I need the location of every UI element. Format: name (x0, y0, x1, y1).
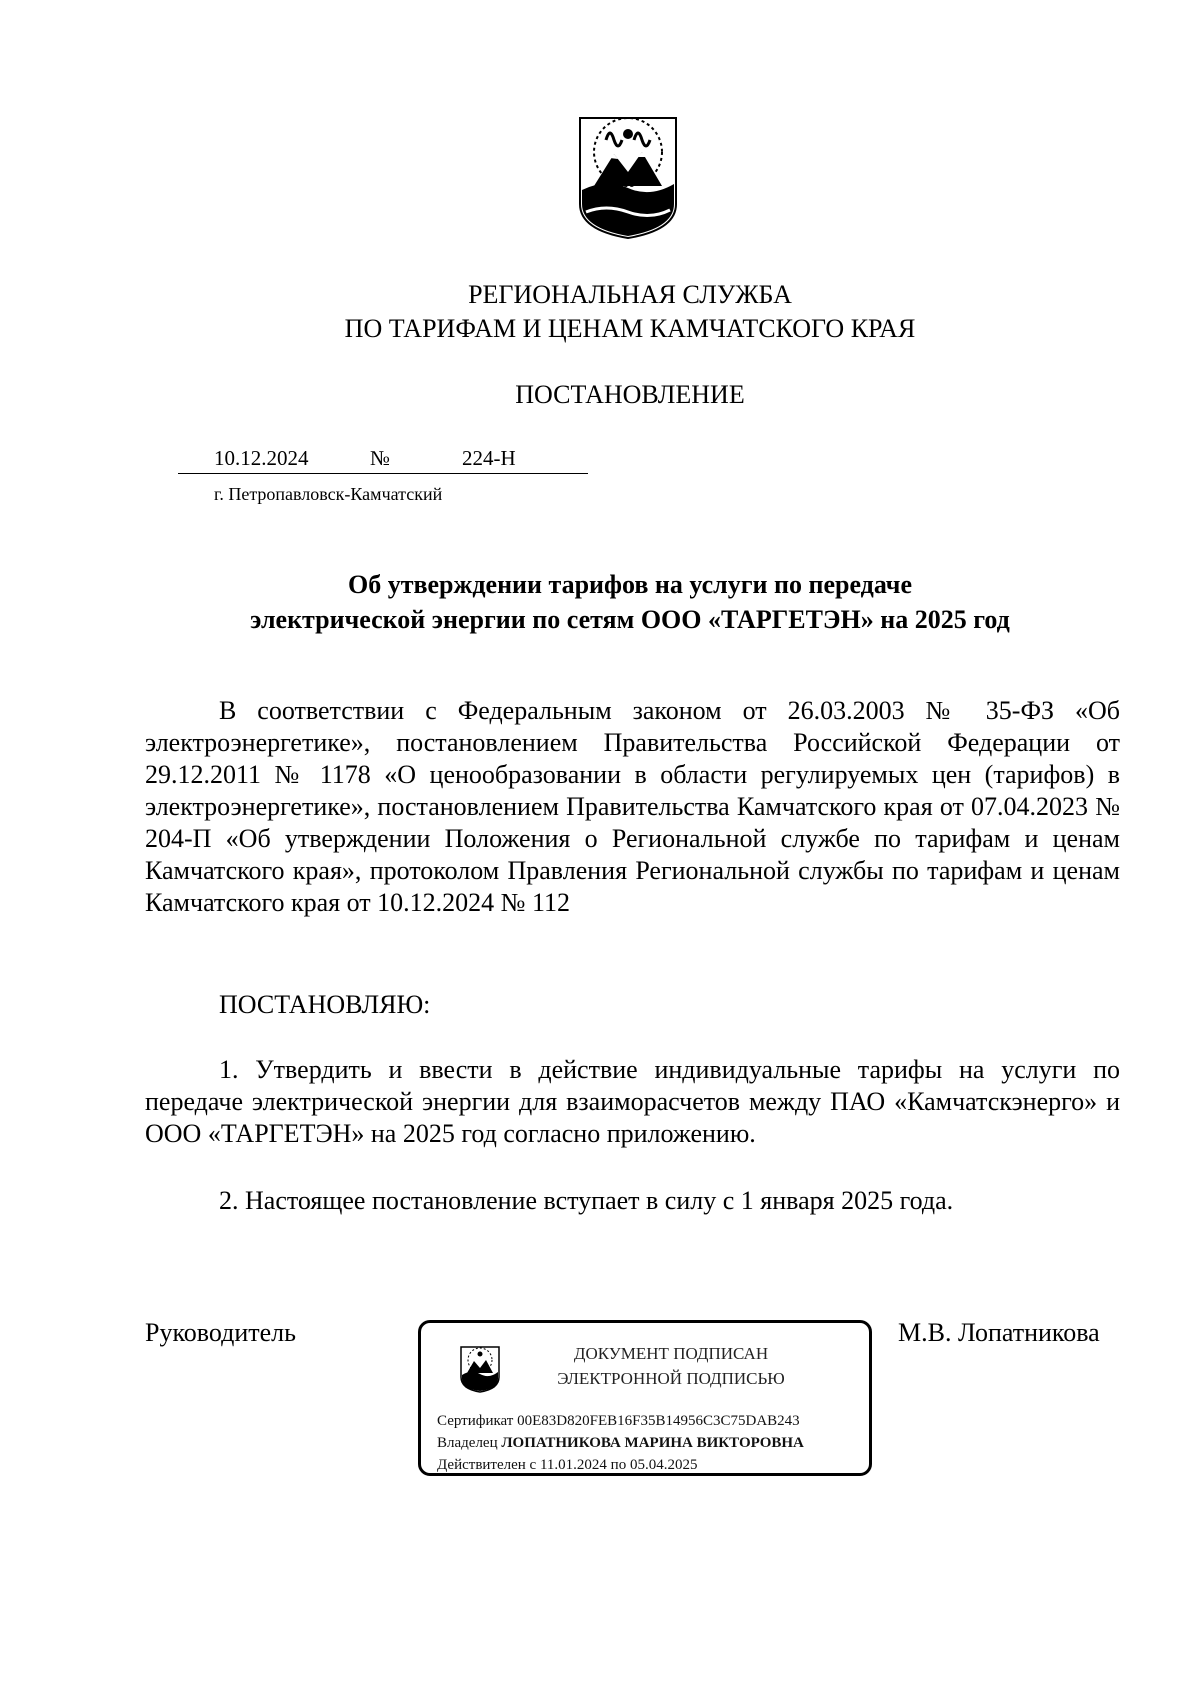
date-number-underline (178, 473, 588, 474)
document-type: ПОСТАНОВЛЕНИЕ (515, 380, 745, 409)
preamble-paragraph: В соответствии с Федеральным законом от 26.03.2003 № 35-ФЗ «Об электроэнергетике», постановлением Правительства Российской Федерации от 29.12.2011 № 1178 «О ценообразовании в области регулируемых цен (тарифов) в электроэнергетике», постановлением Правительства Камчатского края от 07.04.2023 № 204-П «Об утверждении Положения о Региональной службе по тарифам и ценам Камчатского края», протоколом Правления Региональной службы по тарифам и ценам Камчатского края от 10.12.2024 № 112 (145, 696, 1120, 917)
coat-of-arms-icon (576, 112, 680, 242)
stamp-emblem-icon (459, 1345, 501, 1393)
stamp-validity (437, 1457, 697, 1474)
organization-name (0, 278, 1200, 346)
owner-label: Владелец (437, 1435, 498, 1451)
item-1-paragraph: 1. Утвердить и ввести в действие индивидуальные тарифы на услуги по передаче электрической энергии для взаиморасчетов между ПАО «Камчатскэнерго» и ООО «ТАРГЕТЭН» на 2025 год согласно приложению. (145, 1055, 1120, 1148)
stamp-heading-line-2: ЭЛЕКТРОННОЙ ПОДПИСЬЮ (557, 1369, 785, 1388)
document-city: г. Петропавловск-Камчатский (214, 484, 443, 504)
document-number: 224-Н (462, 446, 516, 470)
signer-name: М.В. Лопатникова (898, 1318, 1100, 1347)
certificate-value: 00E83D820FEB16F35B14956C3C75DAB243 (517, 1413, 800, 1429)
title-line-1: Об утверждении тарифов на услуги по передаче (347, 570, 912, 599)
owner-value: ЛОПАТНИКОВА МАРИНА ВИКТОРОВНА (501, 1435, 804, 1451)
document-title (0, 567, 1200, 637)
stamp-heading-line-1: ДОКУМЕНТ ПОДПИСАН (573, 1344, 769, 1363)
valid-from: 11.01.2024 (539, 1457, 607, 1473)
title-line-2: электрической энергии по сетям ООО «ТАРГЕТЭН» на 2025 год (250, 605, 1010, 634)
certificate-label: Сертификат (437, 1413, 514, 1429)
org-line-1: РЕГИОНАЛЬНАЯ СЛУЖБА (468, 280, 792, 309)
valid-to-label: по (610, 1457, 627, 1473)
number-sign: № (370, 446, 391, 470)
valid-to: 05.04.2025 (629, 1457, 698, 1473)
electronic-signature-stamp (418, 1320, 872, 1476)
stamp-certificate (437, 1413, 800, 1430)
stamp-owner (437, 1435, 804, 1452)
stamp-heading (531, 1341, 811, 1391)
valid-label: Действителен с (437, 1457, 537, 1473)
item-2-paragraph: 2. Настоящее постановление вступает в силу с 1 января 2025 года. (219, 1186, 954, 1215)
org-line-2: ПО ТАРИФАМ И ЦЕНАМ КАМЧАТСКОГО КРАЯ (344, 314, 916, 343)
signer-role: Руководитель (145, 1318, 296, 1347)
document-date: 10.12.2024 (214, 446, 309, 470)
resolve-heading: ПОСТАНОВЛЯЮ: (219, 990, 431, 1019)
